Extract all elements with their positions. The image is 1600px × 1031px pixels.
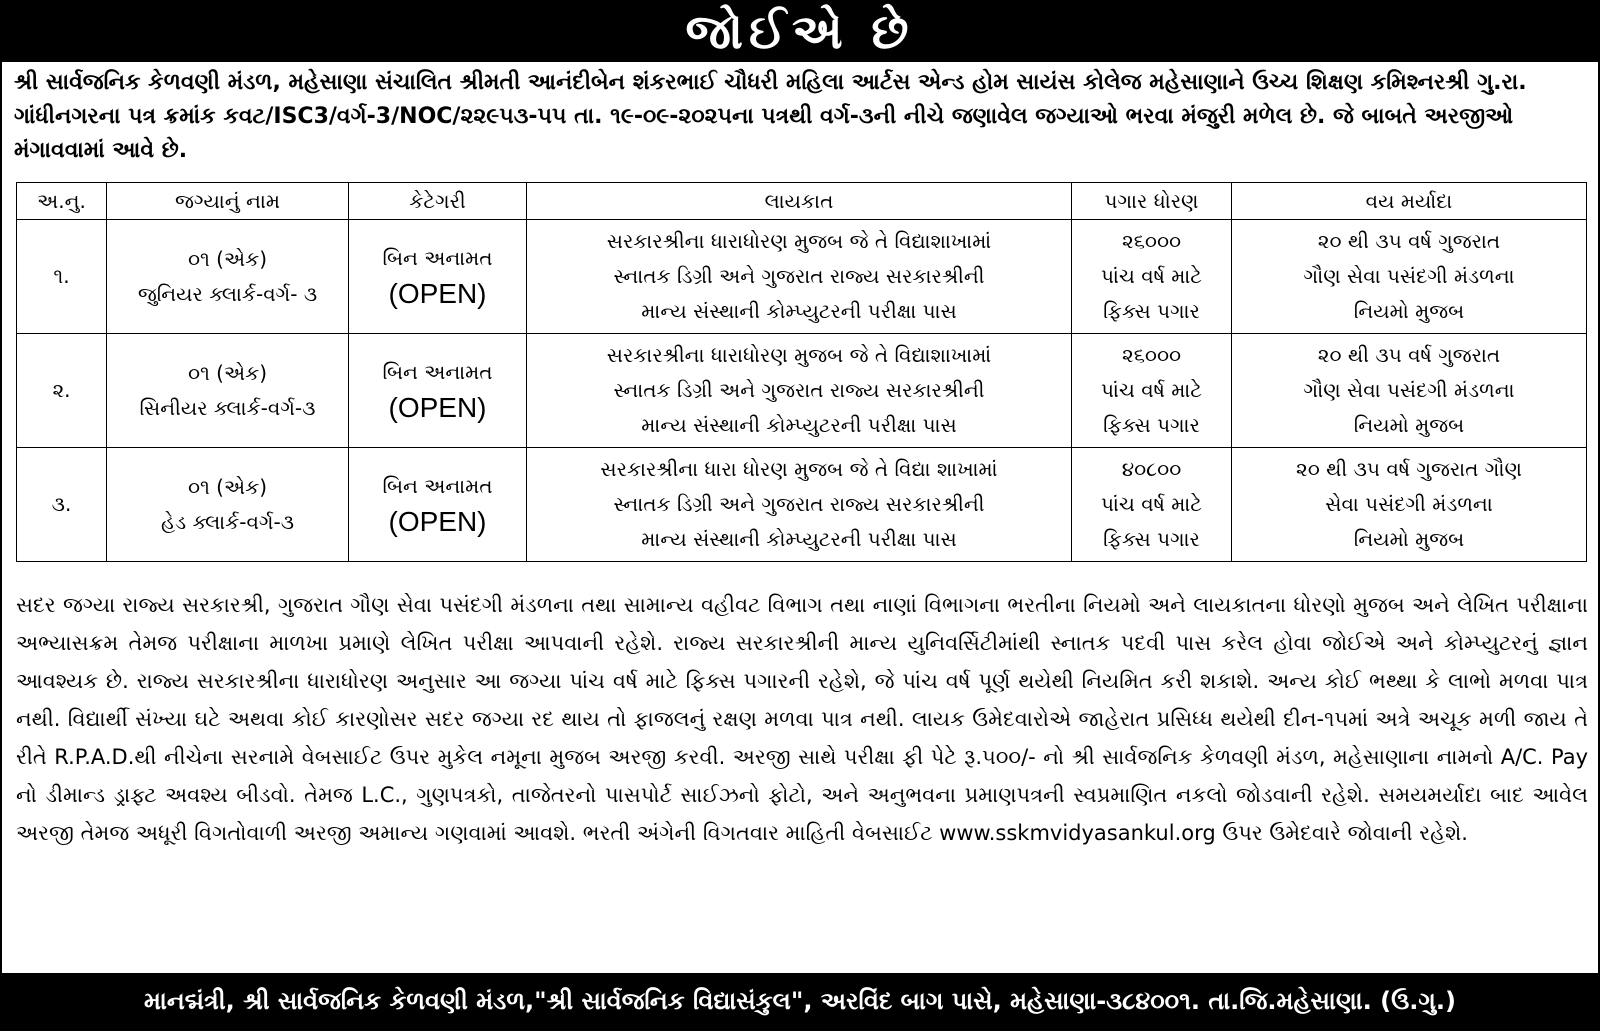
table-row [17,448,1587,562]
age-line: ૨૦ થી ૩૫ વર્ષ ગુજરાત ગૌણ [1296,457,1522,481]
row-qualification [527,334,1072,448]
category-label: બિન અનામત [382,474,493,498]
header-sr: અ.નુ. [17,183,107,220]
qualification-line: સ્નાતક ડિગ્રી અને ગુજરાત રાજ્ય સરકારશ્રીની [613,492,985,516]
row-qualification [527,448,1072,562]
qualification-line: માન્ય સંસ્થાની કોમ્પ્યુટરની પરીક્ષા પાસ [641,299,957,323]
post-name: જુનિયર ક્લાર્ક-વર્ગ- ૩ [137,281,318,306]
pay-duration: પાંચ વર્ષ માટે [1101,378,1202,402]
banner-title: જોઈએ છે [2,2,1598,62]
age-line: ગૌણ સેવા પસંદગી મંડળના [1303,264,1515,288]
row-pay [1072,220,1232,334]
row-sr: ૧. [17,220,107,334]
pay-duration: પાંચ વર્ષ માટે [1101,264,1202,288]
qualification-line: માન્ય સંસ્થાની કોમ્પ્યુટરની પરીક્ષા પાસ [641,413,957,437]
row-age [1232,220,1587,334]
age-line: ગૌણ સેવા પસંદગી મંડળના [1303,378,1515,402]
category-code: (OPEN) [388,278,487,309]
post-count: ૦૧ (એક) [187,474,268,499]
row-category [349,220,527,334]
table-row [17,220,1587,334]
row-pay [1072,334,1232,448]
qualification-line: સરકારશ્રીના ધારાધોરણ મુજબ જે તે વિદ્યાશાખામાં [606,229,992,253]
row-pay [1072,448,1232,562]
row-post [107,334,349,448]
row-age [1232,334,1587,448]
table-header-row [17,183,1587,220]
header-category: કેટેગરી [349,183,527,220]
qualification-line: સરકારશ્રીના ધારાધોરણ મુજબ જે તે વિદ્યાશાખામાં [606,343,992,367]
qualification-line: સરકારશ્રીના ધારા ધોરણ મુજબ જે તે વિદ્યા શાખામાં [600,457,998,481]
pay-amount: ૪૦૮૦૦ [1121,457,1182,481]
post-name: સિનીયર ક્લાર્ક-વર્ગ-૩ [139,395,316,420]
row-sr: ૨. [17,334,107,448]
category-code: (OPEN) [388,392,487,423]
header-post-name: જગ્યાનું નામ [107,183,349,220]
row-post [107,448,349,562]
header-pay: પગાર ધોરણ [1072,183,1232,220]
age-line: નિયમો મુજબ [1353,527,1465,551]
qualification-line: સ્નાતક ડિગ્રી અને ગુજરાત રાજ્ય સરકારશ્રીની [613,378,985,402]
pay-type: ફિક્સ પગાર [1103,413,1200,437]
qualification-line: સ્નાતક ડિગ્રી અને ગુજરાત રાજ્ય સરકારશ્રીની [613,264,985,288]
pay-duration: પાંચ વર્ષ માટે [1101,492,1202,516]
intro-paragraph: શ્રી સાર્વજનિક કેળવણી મંડળ, મહેસાણા સંચાલિત શ્રીમતી આનંદીબેન શંકરભાઈ ચૌધરી મહિલા આર્ટસ એન્ડ હોમ સાયંસ કોલેજ મહેસાણાને ઉચ્ચ શિક્ષણ કમિશ્નરશ્રી ગુ.રા. ગાંધીનગરના પત્ર ક્રમાંક કવટ/ISC3/વર્ગ-3/NOC/૨૨૯૫૩-૫૫ તા. ૧૯-૦૯-૨૦૨૫ના પત્રથી વર્ગ-૩ની નીચે જણાવેલ જગ્યાઓ ભરવા મંજુરી મળેલ છે. જે બાબતે અરજીઓ મંગાવવામાં આવે છે. [14,70,1527,163]
pay-type: ફિક્સ પગાર [1103,299,1200,323]
qualification-line: માન્ય સંસ્થાની કોમ્પ્યુટરની પરીક્ષા પાસ [641,527,957,551]
post-count: ૦૧ (એક) [187,360,268,385]
header-qualification: લાયકાત [527,183,1072,220]
header-age: વય મર્યાદા [1232,183,1587,220]
row-qualification [527,220,1072,334]
post-name: હેડ ક્લાર્ક-વર્ગ-૩ [160,509,295,534]
terms-paragraph: સદર જગ્યા રાજ્ય સરકારશ્રી, ગુજરાત ગૌણ સેવા પસંદગી મંડળના તથા સામાન્ય વહીવટ વિભાગ તથા નાણાં વિભાગના ભરતીના નિયમો અને લાયકાતના ધોરણો મુજબ અને લેખિત પરીક્ષાના અભ્યાસક્રમ તેમજ પરીક્ષાના માળખા પ્રમાણે લેખિત પરીક્ષા આપવાની રહેશે. રાજ્ય સરકારશ્રીની માન્ય યુનિવર્સિટીમાંથી સ્નાતક પદવી પાસ કરેલ હોવા જોઈએ અને કોમ્પ્યુટરનું જ્ઞાન આવશ્યક છે. રાજ્ય સરકારશ્રીના ધારાધોરણ અનુસાર આ જગ્યા પાંચ વર્ષ માટે ફિક્સ પગારની રહેશે, જે પાંચ વર્ષ પૂર્ણ થયેથી નિયમિત કરી શકાશે. અન્ય કોઈ ભથ્થા કે લાભો મળવા પાત્ર નથી. વિદ્યાર્થી સંખ્યા ઘટે અથવા કોઈ કારણોસર સદર જગ્યા રદ થાય તો ફાજલનું રક્ષણ મળવા પાત્ર નથી. લાયક ઉમેદવારોએ જાહેરાત પ્રસિધ્ધ થયેથી દીન-૧૫માં અત્રે અચૂક મળી જાય તે રીતે R.P.A.D.થી નીચેના સરનામે વેબસાઈટ ઉપર મુકેલ નમૂના મુજબ અરજી કરવી. અરજી સાથે પરીક્ષા ફી પેટે રૂ.૫૦૦/- નો શ્રી સાર્વજનિક કેળવણી મંડળ, મહેસાણાના નામનો A/C. Pay નો ડીમાન્ડ ડ્રાફ્ટ અવશ્ય બીડવો. તેમજ L.C., ગુણપત્રકો, તાજેતરનો પાસપોર્ટ સાઈઝનો ફોટો, અને અનુભવના પ્રમાણપત્રની સ્વપ્રમાણિત નકલો જોડવાની રહેશે. સમયમર્યાદા બાદ આવેલ અરજી તેમજ અધૂરી વિગતોવાળી અરજી અમાન્ય ગણવામાં આવશે. ભરતી અંગેની વિગતવાર માહિતી વેબસાઈટ www.sskmvidyasankul.org ઉપર ઉમેદવારે જોવાની રહેશે. [16,593,1588,845]
row-post [107,220,349,334]
age-line: સેવા પસંદગી મંડળના [1325,492,1493,516]
table-row [17,334,1587,448]
age-line: ૨૦ થી ૩૫ વર્ષ ગુજરાત [1317,229,1501,253]
row-age [1232,448,1587,562]
pay-amount: ૨૬૦૦૦ [1121,343,1182,367]
age-line: નિયમો મુજબ [1353,413,1465,437]
pay-type: ફિક્સ પગાર [1103,527,1200,551]
row-category [349,334,527,448]
pay-amount: ૨૬૦૦૦ [1121,229,1182,253]
category-label: બિન અનામત [382,360,493,384]
posts-table [16,182,1587,562]
row-sr: ૩. [17,448,107,562]
footer-address: માનદ્મંત્રી, શ્રી સાર્વજનિક કેળવણી મંડળ,"શ્રી સાર્વજનિક વિદ્યાસંકુલ", અરવિંદ બાગ પાસે, મહેસાણા-૩૮૪૦૦૧. તા.જિ.મહેસાણા. (ઉ.ગુ.) [2,973,1598,1029]
age-line: ૨૦ થી ૩૫ વર્ષ ગુજરાત [1317,343,1501,367]
post-count: ૦૧ (એક) [187,246,268,271]
age-line: નિયમો મુજબ [1353,299,1465,323]
row-category [349,448,527,562]
category-code: (OPEN) [388,506,487,537]
category-label: બિન અનામત [382,246,493,270]
